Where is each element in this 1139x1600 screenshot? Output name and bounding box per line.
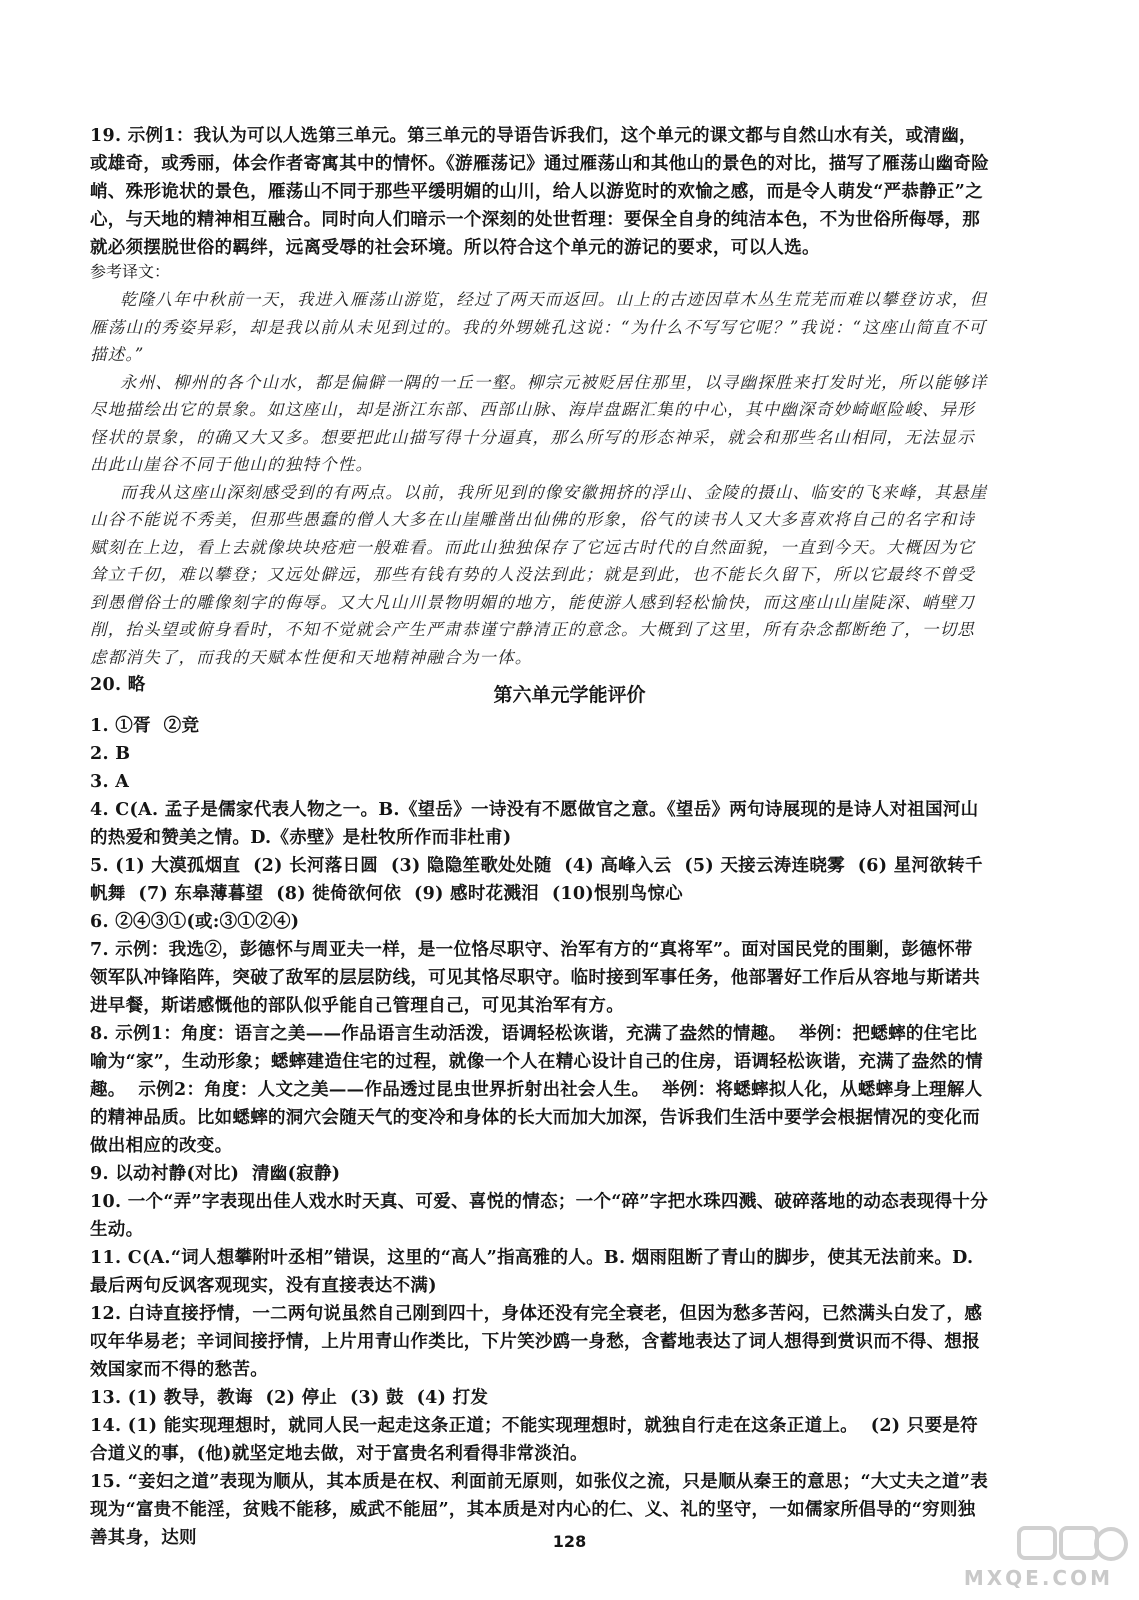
answer-item: 15. “妾妇之道”表现为顺从，其本质是在权、利面前无原则，如张仪之流，只是顺从秦王的意思；“大丈夫之道”表现为“富贵不能淫，贫贱不能移，威武不能屈”，其本质是对内心的仁、义、礼的坚守，一如儒家所倡导的“穷则独善其身，达则 — [90, 1472, 988, 1548]
answer-item: 6. ②④③①(或:③①②④) — [90, 912, 300, 932]
watermark-text: MXQE.COM — [963, 1566, 1113, 1590]
question-20-answer: 20. 略 — [90, 675, 146, 695]
question-19 — [90, 122, 990, 262]
reference-paragraph-3: 而我从这座山深刻感受到的有两点。以前，我所见到的像安徽拥挤的浮山、金陵的摄山、临安的飞来峰，其悬崖山谷不能说不秀美，但那些愚蠢的僧人大多在山崖雕凿出仙佛的形象，俗气的读书人又大多喜欢将自己的名字和诗赋刻在上边，看上去就像块块疮疤一般难看。而此山独独保存了它远古时代的自然面貌，一直到今天。大概因为它耸立千仞，难以攀登；又远处僻远，那些有钱有势的人没法到此；就是到此，也不能长久留下，所以它最终不曾受到愚僧俗士的雕像刻字的侮辱。又大凡山川景物明媚的地方，能使游人感到轻松愉快，而这座山山崖陡深、峭壁刀削，抬头望或俯身看时，不知不觉就会产生严肃恭谨宁静清正的意念。大概到了这里，所有杂念都断绝了，一切思虑都消失了，而我的天赋本性便和天地精神融合为一体。 — [90, 482, 988, 667]
question-19-answer: 19. 示例1：我认为可以人选第三单元。第三单元的导语告诉我们，这个单元的课文都与自然山水有关，或清幽，或雄奇，或秀丽，体会作者寄寓其中的情怀。《游雁荡记》通过雁荡山和其他山的景色的对比，描写了雁荡山幽奇险峭、殊形诡状的景色，雁荡山不同于那些平缓明媚的山川，给人以游览时的欢愉之感，而是令人萌发“严恭静正”之心，与天地的精神相互融合。同时向人们暗示一个深刻的处世哲理：要保全自身的纯洁本色，不为世俗所侮辱，那就必须摆脱世俗的羁绊，远离受辱的社会环境。所以符合这个单元的游记的要求，可以人选。 — [90, 126, 990, 258]
reference-label: 参考译文： — [90, 262, 171, 281]
answer-item: 5. (1) 大漠孤烟直 (2) 长河落日圆 (3) 隐隐笙歌处处随 (4) 高峰入云 (5) 天接云涛连晓雾 (6) 星河欲转千帆舞 (7) 东皋薄暮望 (8) 徙倚欲何依 (9) 感时花溅泪 (10)恨别鸟惊心 — [90, 856, 983, 904]
section-title: 第六单元学能评价 — [493, 684, 646, 706]
answer-item: 10. 一个“弄”字表现出佳人戏水时天真、可爱、喜悦的情态；一个“碎”字把水珠四溅、破碎落地的动态表现得十分生动。 — [90, 1192, 988, 1240]
answer-item: 12. 白诗直接抒情，一二两句说虽然自己刚到四十，身体还没有完全衰老，但因为愁多苦闷，已然满头白发了，感叹年华易老；辛词间接抒情，上片用青山作类比，下片笑沙鸥一身愁，含蓄地表达了词人想得到赏识而不得、想报效国家而不得的愁苦。 — [90, 1304, 983, 1380]
answer-item: 4. C(A. 孟子是儒家代表人物之一。B.《望岳》一诗没有不愿做官之意。《望岳》两句诗展现的是诗人对祖国河山的热爱和赞美之情。D.《赤壁》是杜牧所作而非杜甫) — [90, 800, 979, 848]
answer-item: 7. 示例：我选②，彭德怀与周亚夫一样，是一位恪尽职守、治军有方的“真将军”。面对国民党的围剿，彭德怀带领军队冲锋陷阵，突破了敌军的层层防线，可见其恪尽职守。临时接到军事任务，他部署好工作后从容地与斯诺共进早餐，斯诺感慨他的部队似乎能自己管理自己，可见其治军有方。 — [90, 940, 980, 1016]
answer-item: 2. B — [90, 744, 131, 764]
answer-item: 3. A — [90, 772, 130, 792]
watermark-logo — [901, 1522, 1131, 1594]
answer-item: 14. (1) 能实现理想时，就同人民一起走这条正道；不能实现理想时，就独自行走在这条正道上。 (2) 只要是符合道义的事，(他)就坚定地去做，对于富贵名利看得非常淡泊。 — [90, 1416, 978, 1464]
reference-paragraph-1: 乾隆八年中秋前一天，我进入雁荡山游览，经过了两天而返回。山上的古迹因草木丛生荒芜而难以攀登访求，但雁荡山的秀姿异彩，却是我以前从未见到过的。我的外甥姚孔这说：“为什么不写写它呢？”我说：“这座山简直不可描述。” — [90, 290, 988, 364]
answer-item: 11. C(A.“词人想攀附叶丞相”错误，这里的“高人”指高雅的人。B. 烟雨阻断了青山的脚步，使其无法前来。D. 最后两句反讽客观现实，没有直接表达不满) — [90, 1248, 980, 1296]
reference-translation — [90, 258, 990, 699]
answer-item: 9. 以动衬静(对比) 清幽(寂静) — [90, 1164, 341, 1184]
page-number: 128 — [552, 1532, 587, 1551]
answer-item: 8. 示例1：角度：语言之美——作品语言生动活泼，语调轻松诙谐，充满了盎然的情趣。 举例：把蟋蟀的住宅比喻为“家”，生动形象；蟋蟀建造住宅的过程，就像一个人在精心设计自己的住房，语调轻松诙谐，充满了盎然的情趣。 示例2：角度：人文之美——作品透过昆虫世界折射出社会人生。 举例：将蟋蟀拟人化，从蟋蟀身上理解人的精神品质。比如蟋蟀的洞穴会随天气的变冷和身体的长大而加大加深，告诉我们生活中要学会根据情况的变化而做出相应的改变。 — [90, 1024, 983, 1156]
answers-list — [90, 712, 990, 1552]
reference-paragraph-2: 永州、柳州的各个山水，都是偏僻一隅的一丘一壑。柳宗元被贬居住那里，以寻幽探胜来打发时光，所以能够详尽地描绘出它的景象。如这座山，却是浙江东部、西部山脉、海岸盘踞汇集的中心，其中幽深奇妙崎岖险峻、异形怪状的景象，的确又大又多。想要把此山描写得十分逼真，那么所写的形态神采，就会和那些名山相同，无法显示出此山崖谷不同于他山的独特个性。 — [90, 372, 988, 474]
answer-item: 1. ①胥 ②竞 — [90, 716, 200, 736]
answer-item: 13. (1) 教导，教诲 (2) 停止 (3) 鼓 (4) 打发 — [90, 1388, 489, 1408]
